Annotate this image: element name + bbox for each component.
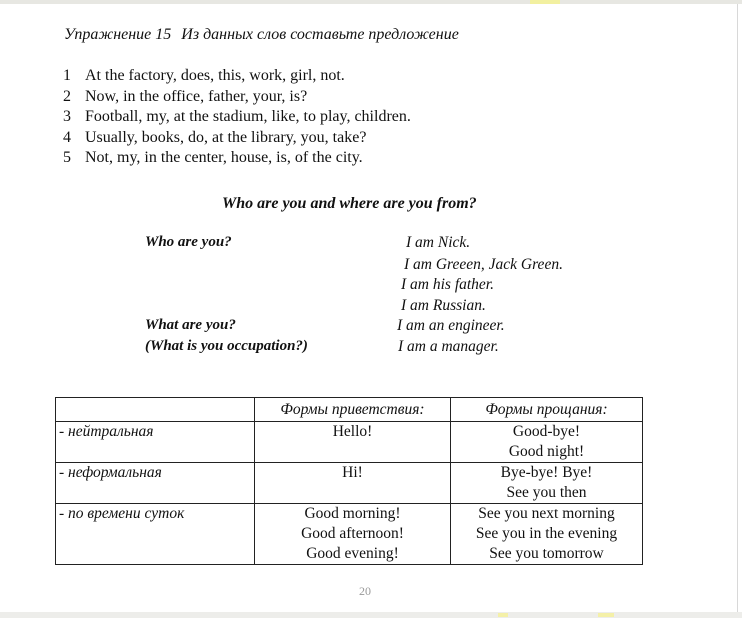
exercise-item-text: Not, my, in the center, house, is, of the city. [85,149,363,166]
dialog-answer: I am an engineer. [397,317,505,334]
exercise-item-number: 5 [63,149,71,166]
greeting-phrase: Good afternoon! [301,525,404,542]
exercise-list [63,66,411,169]
exercise-title [64,26,459,44]
exercise-item-number: 1 [63,67,71,84]
dialog-answer: I am Nick. [406,234,471,251]
greeting-phrase: Good morning! [304,505,401,522]
exercise-item-number: 3 [63,108,71,125]
exercise-item-text: Usually, books, do, at the library, you, take? [85,128,367,146]
exercise-item [63,128,411,149]
exercise-item [63,66,411,87]
exercise-label: Упражнение 15 [64,26,172,43]
table-row-label: - нейтральная [56,422,255,463]
viewer-top-marker [530,0,560,4]
farewell-phrase: See you next morning [478,505,615,522]
exercise-item-text: Now, in the office, father, your, is? [85,87,308,105]
exercise-item [63,148,411,169]
exercise-item-number: 4 [63,128,71,146]
table-cell-farewells [451,422,643,463]
table-cell-greetings [255,422,451,463]
dialog-question-what: What are you? [145,317,236,333]
table-cell-farewells [451,463,643,504]
table-header-row [56,398,643,422]
exercise-item [63,87,411,108]
farewell-phrase: See you tomorrow [489,545,604,562]
table-header-empty [56,398,255,422]
dialog-question-occupation: (What is you occupation?) [145,338,308,354]
dialog-answer: I am Russian. [401,297,486,314]
dialog-answer: I am a manager. [398,338,499,355]
farewell-phrase: Bye-bye! Bye! [500,464,593,481]
dialog-answer: I am Greeen, Jack Green. [404,256,563,273]
table-header-farewells: Формы прощания: [451,398,643,422]
dialog-question-who: Who are you? [145,234,232,250]
farewell-phrase: Good-bye! [512,423,581,440]
viewer-bottom-marker [598,613,614,617]
viewer-top-bar [0,0,742,4]
table-row-label: - неформальная [56,463,255,504]
farewell-phrase: See you in the evening [475,525,618,542]
greeting-phrase: Good evening! [306,545,399,562]
viewer-bottom-marker [498,613,508,617]
table-cell-greetings [255,504,451,565]
page-edge [737,4,738,612]
exercise-item [63,107,411,128]
viewer-bottom-bar [0,612,742,618]
exercise-item-text: At the factory, does, this, work, girl, not. [85,67,345,84]
page-number: 20 [359,584,371,598]
greeting-phrase: Hello! [332,423,373,440]
exercise-item-number: 2 [63,87,71,105]
greeting-phrase: Hi! [342,464,363,481]
table-row [56,463,643,504]
table-header-greetings: Формы приветствия: [255,398,451,422]
table-row [56,504,643,565]
table-cell-greetings [255,463,451,504]
dialog-title: Who are you and where are you from? [222,195,477,212]
farewell-phrase: Good night! [508,443,585,460]
dialog-answer: I am his father. [401,276,494,293]
table-row-label: - по времени суток [56,504,255,565]
exercise-item-text: Football, my, at the stadium, like, to play, children. [85,108,411,125]
table-cell-farewells [451,504,643,565]
greetings-table [55,397,643,565]
exercise-instruction: Из данных слов составьте предложение [181,26,459,43]
farewell-phrase: See you then [506,484,587,501]
table-row [56,422,643,463]
